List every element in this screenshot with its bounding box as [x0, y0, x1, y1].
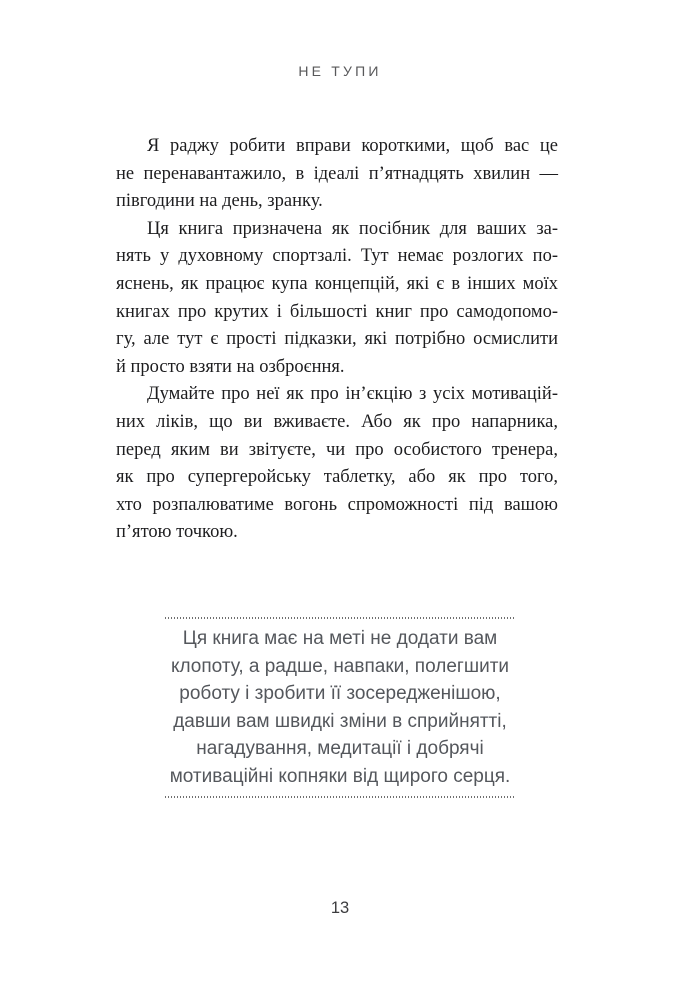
body-line: них ліків, що ви вживаєте. Або як про напарника, — [116, 411, 558, 432]
body-line: й просто взяти на озброєння. — [116, 356, 345, 377]
body-line: півгодини на день, зранку. — [116, 191, 323, 212]
quote-line: Ця книга має на меті не додати вам — [182, 628, 498, 649]
quote-line: клопоту, а радше, навпаки, полегшити — [170, 655, 510, 677]
body-line: Я раджу робити вправи короткими, щоб вас це — [147, 136, 558, 156]
body-line: хто розпалюватиме вогонь спроможності під вашою — [116, 494, 558, 515]
body-line: п’ятою точкою. — [116, 522, 238, 543]
quote-line: давши вам швидкі зміни в сприйнятті, — [173, 710, 507, 732]
body-line: книгах про крутих і більшості книг про самодопомо- — [116, 301, 558, 322]
quote-line: нагадування, медитації і добрячі — [196, 738, 484, 759]
body-line: перед яким ви звітуєте, чи про особистого тренера, — [116, 439, 558, 460]
running-header: НЕ ТУПИ — [298, 63, 382, 79]
body-line: нять у духовному спортзалі. Тут немає розлогих по- — [116, 246, 558, 267]
body-line: гу, але тут є прості підказки, які потрібно осмислити — [116, 329, 558, 350]
body-line: Думайте про неї як про ін’єкцію з усіх мотивацій- — [147, 384, 558, 405]
quote-line: роботу і зробити її зосередженішою, — [179, 683, 501, 704]
body-text — [116, 133, 558, 547]
body-line: яснень, як працює купа концепцій, які є в інших моїх — [116, 273, 558, 294]
pull-quote — [165, 617, 515, 798]
dotted-divider-bottom — [165, 796, 515, 798]
quote-line: мотиваційні копняки від щирого серця. — [169, 765, 511, 787]
body-line: не перенавантажило, в ідеалі п’ятнадцять хвилин — — [116, 163, 558, 184]
body-line: Ця книга призначена як посібник для ваших за- — [147, 218, 558, 239]
pull-quote-text — [165, 619, 515, 796]
page-number: 13 — [330, 899, 350, 917]
body-line: як про супергеройську таблетку, або як про того, — [116, 467, 558, 488]
